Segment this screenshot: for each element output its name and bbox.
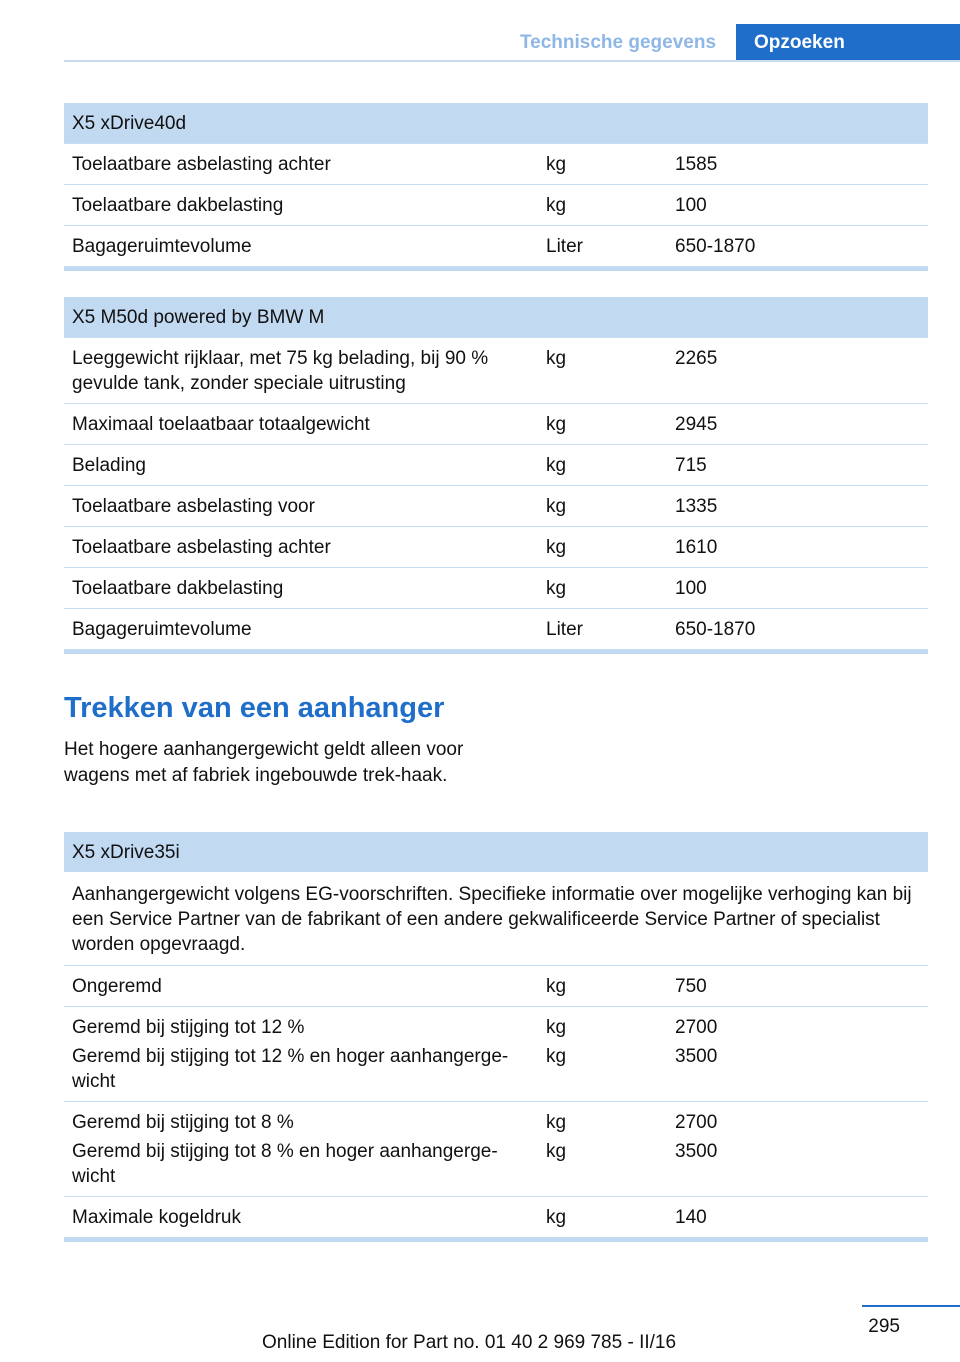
row-value: 100 — [667, 568, 928, 609]
row-unit: Liter — [538, 609, 667, 650]
table-row — [64, 1007, 928, 1045]
table-row — [64, 226, 928, 267]
row-unit: kg — [538, 1102, 667, 1140]
row-value: 2700 — [667, 1007, 928, 1045]
table-row — [64, 1044, 928, 1102]
row-unit: kg — [538, 144, 667, 185]
table-row — [64, 609, 928, 650]
header-divider — [64, 60, 960, 62]
row-value: 2265 — [667, 338, 928, 404]
row-unit: kg — [538, 1007, 667, 1045]
section-tab[interactable]: Technische gegevens — [519, 32, 717, 53]
row-unit: kg — [538, 445, 667, 486]
row-value: 100 — [667, 185, 928, 226]
row-unit: kg — [538, 527, 667, 568]
row-value: 140 — [667, 1197, 928, 1238]
row-value: 3500 — [675, 1141, 718, 1162]
table-end-bar — [64, 650, 928, 655]
row-value: 1610 — [667, 527, 928, 568]
table-row — [64, 486, 928, 527]
row-label: Toelaatbare asbelasting achter — [64, 527, 538, 568]
table-row — [64, 404, 928, 445]
row-value: 2945 — [667, 404, 928, 445]
row-value: 1335 — [667, 486, 928, 527]
row-unit: kg — [546, 1141, 567, 1162]
chapter-tab[interactable]: Opzoeken — [736, 24, 960, 62]
table-row — [64, 338, 928, 404]
spec-table-x5-xdrive40d — [64, 103, 928, 271]
row-label: Toelaatbare dakbelasting — [64, 568, 538, 609]
table-row — [64, 1197, 928, 1238]
row-label: Geremd bij stijging tot 12 % en hoger aanhangerge-wicht — [72, 1046, 509, 1092]
row-value: 3500 — [675, 1046, 718, 1067]
row-label: Bagageruimtevolume — [64, 226, 538, 267]
table-row — [64, 144, 928, 185]
row-label: Toelaatbare asbelasting voor — [64, 486, 538, 527]
row-value: 750 — [667, 966, 928, 1007]
row-label: Toelaatbare dakbelasting — [64, 185, 538, 226]
section-title: Trekken van een aanhanger — [64, 692, 445, 724]
table-row — [64, 185, 928, 226]
table-row — [64, 1139, 928, 1197]
row-label: Belading — [64, 445, 538, 486]
row-unit: kg — [538, 338, 667, 404]
row-value: 650-1870 — [667, 226, 928, 267]
row-value: 650-1870 — [667, 609, 928, 650]
table-row — [64, 966, 928, 1007]
row-label: Maximale kogeldruk — [64, 1197, 538, 1238]
row-value: 1585 — [667, 144, 928, 185]
page-number: 295 — [868, 1316, 900, 1337]
row-unit: kg — [538, 486, 667, 527]
section-intro: Het hogere aanhangergewicht geldt alleen voor wagens met af fabriek ingebouwde trek-haak. — [64, 739, 464, 786]
row-unit: kg — [538, 185, 667, 226]
table-title: X5 M50d powered by BMW M — [64, 297, 928, 338]
row-label: Ongeremd — [64, 966, 538, 1007]
table-title: X5 xDrive40d — [64, 103, 928, 144]
row-label: Toelaatbare asbelasting achter — [64, 144, 538, 185]
table-row — [64, 527, 928, 568]
row-label: Geremd bij stijging tot 8 % en hoger aanhangerge-wicht — [72, 1141, 498, 1187]
row-value: 715 — [667, 445, 928, 486]
row-label: Bagageruimtevolume — [64, 609, 538, 650]
spec-table-x5-xdrive35i — [64, 832, 928, 1242]
table-row — [64, 568, 928, 609]
footer-divider — [862, 1305, 960, 1307]
table-end-bar — [64, 1238, 928, 1243]
row-value: 2700 — [667, 1102, 928, 1140]
row-label: Leeggewicht rijklaar, met 75 kg belading, bij 90 % gevulde tank, zonder speciale uitrusting — [64, 338, 538, 404]
row-label: Geremd bij stijging tot 12 % — [64, 1007, 538, 1045]
table-row — [64, 1102, 928, 1140]
spec-table-x5-m50d — [64, 297, 928, 654]
row-unit: Liter — [538, 226, 667, 267]
row-label: Geremd bij stijging tot 8 % — [64, 1102, 538, 1140]
row-unit: kg — [538, 404, 667, 445]
row-label: Maximaal toelaatbaar totaalgewicht — [64, 404, 538, 445]
table-end-bar — [64, 267, 928, 272]
edition-footer: Online Edition for Part no. 01 40 2 969 785 - II/16 — [262, 1332, 677, 1353]
row-unit: kg — [546, 1046, 567, 1067]
row-unit: kg — [538, 568, 667, 609]
row-unit: kg — [538, 1197, 667, 1238]
table-title: X5 xDrive35i — [64, 832, 928, 872]
table-note: Aanhangergewicht volgens EG-voorschriften. Specifieke informatie over mogelijke verhoging kan bij een Service Partner van de fabrikant of een andere gekwalificeerde Service Partner of specialist worden opgevraagd. — [72, 884, 912, 955]
row-unit: kg — [538, 966, 667, 1007]
table-row — [64, 445, 928, 486]
